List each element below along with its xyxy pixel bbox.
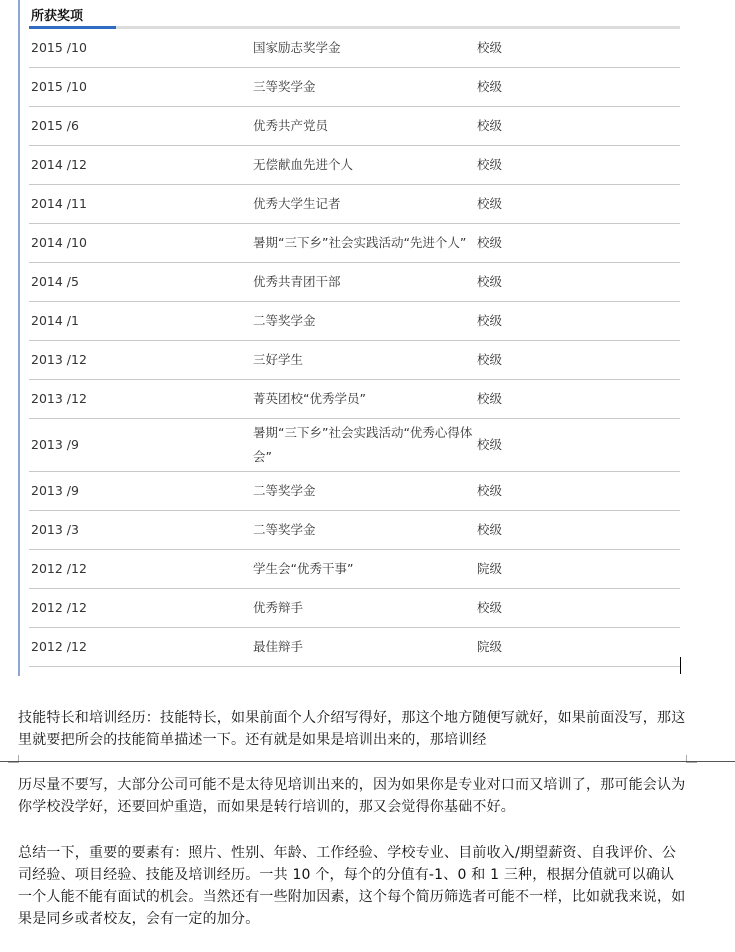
award-level: 校级	[477, 274, 503, 289]
award-level: 校级	[477, 118, 503, 133]
table-row	[29, 472, 680, 511]
award-name: 学生会“优秀干事”	[253, 561, 354, 576]
award-level: 校级	[477, 600, 503, 615]
award-name: 优秀辩手	[253, 600, 304, 615]
award-date: 2014 /12	[31, 157, 87, 172]
award-level: 校级	[477, 79, 503, 94]
page-break-line	[0, 761, 735, 762]
table-row	[29, 341, 680, 380]
award-name: 二等奖学金	[253, 313, 316, 328]
award-level: 校级	[477, 483, 503, 498]
table-row	[29, 511, 680, 550]
award-date: 2014 /1	[31, 313, 79, 328]
award-level: 校级	[477, 437, 503, 452]
table-row	[29, 419, 680, 472]
award-level: 校级	[477, 352, 503, 367]
award-name: 二等奖学金	[253, 483, 316, 498]
table-row	[29, 185, 680, 224]
award-date: 2012 /12	[31, 561, 87, 576]
award-date: 2015 /6	[31, 118, 79, 133]
award-name: 暑期“三下乡”社会实践活动“优秀心得体会”	[253, 425, 473, 464]
table-row	[29, 550, 680, 589]
awards-table	[29, 29, 680, 667]
award-name: 三等奖学金	[253, 79, 316, 94]
skills-paragraph[interactable]: 技能特长和培训经历：技能特长，如果前面个人介绍写得好，那这个地方随便写就好，如果前面没写，那这里就要把所会的技能简单描述一下。还有就是如果是培训出来的，那培训经	[18, 710, 686, 748]
award-level: 校级	[477, 157, 503, 172]
award-date: 2014 /10	[31, 235, 87, 250]
table-row	[29, 380, 680, 419]
award-name: 最佳辩手	[253, 639, 304, 654]
table-row	[29, 263, 680, 302]
award-name: 优秀共产党员	[253, 118, 329, 133]
award-level: 校级	[477, 40, 503, 55]
award-date: 2013 /9	[31, 437, 79, 452]
award-name: 三好学生	[253, 352, 304, 367]
text-cursor	[680, 657, 681, 674]
summary-paragraph[interactable]: 总结一下，重要的要素有：照片、性别、年龄、工作经验、学校专业、目前收入/期望薪资、自我评价、公司经验、项目经验、技能及培训经历。一共 10 个，每个的分值有-1、0 和 1 三种，根据分值就可以确认一个人能不能有面试的机会。当然还有一些附加因素，这个每个简历筛选者可能不一样，比如就我来说，如果是同乡或者校友，会有一定的加分。	[18, 845, 686, 927]
award-level: 院级	[477, 639, 503, 654]
training-paragraph[interactable]: 历尽量不要写，大部分公司可能不是太待见培训出来的，因为如果你是专业对口而又培训了，那可能会认为你学校没学好，还要回炉重造，而如果是转行培训的，那又会觉得你基础不好。	[18, 777, 686, 815]
table-row	[29, 29, 680, 68]
page-break	[0, 755, 735, 767]
award-level: 校级	[477, 391, 503, 406]
award-name: 暑期“三下乡”社会实践活动“先进个人”	[253, 235, 467, 250]
table-row	[29, 107, 680, 146]
award-name: 二等奖学金	[253, 522, 316, 537]
award-date: 2013 /9	[31, 483, 79, 498]
table-row	[29, 146, 680, 185]
awards-title: 所获奖项	[31, 9, 84, 24]
award-name: 无偿献血先进个人	[253, 157, 354, 172]
section-left-rule	[18, 0, 20, 676]
award-date: 2013 /12	[31, 352, 87, 367]
award-name: 国家励志奖学金	[253, 40, 341, 55]
award-level: 校级	[477, 235, 503, 250]
award-date: 2013 /12	[31, 391, 87, 406]
table-row	[29, 302, 680, 341]
table-row	[29, 589, 680, 628]
table-row	[29, 68, 680, 107]
award-name: 菁英团校“优秀学员”	[253, 391, 366, 406]
table-row	[29, 628, 680, 667]
award-level: 校级	[477, 313, 503, 328]
award-date: 2015 /10	[31, 40, 87, 55]
award-name: 优秀共青团干部	[253, 274, 341, 289]
award-date: 2013 /3	[31, 522, 79, 537]
award-date: 2015 /10	[31, 79, 87, 94]
award-date: 2012 /12	[31, 639, 87, 654]
award-name: 优秀大学生记者	[253, 196, 341, 211]
table-row	[29, 224, 680, 263]
award-level: 校级	[477, 196, 503, 211]
award-level: 院级	[477, 561, 503, 576]
award-date: 2014 /5	[31, 274, 79, 289]
award-date: 2014 /11	[31, 196, 87, 211]
awards-section	[18, 0, 680, 676]
award-date: 2012 /12	[31, 600, 87, 615]
award-level: 校级	[477, 522, 503, 537]
